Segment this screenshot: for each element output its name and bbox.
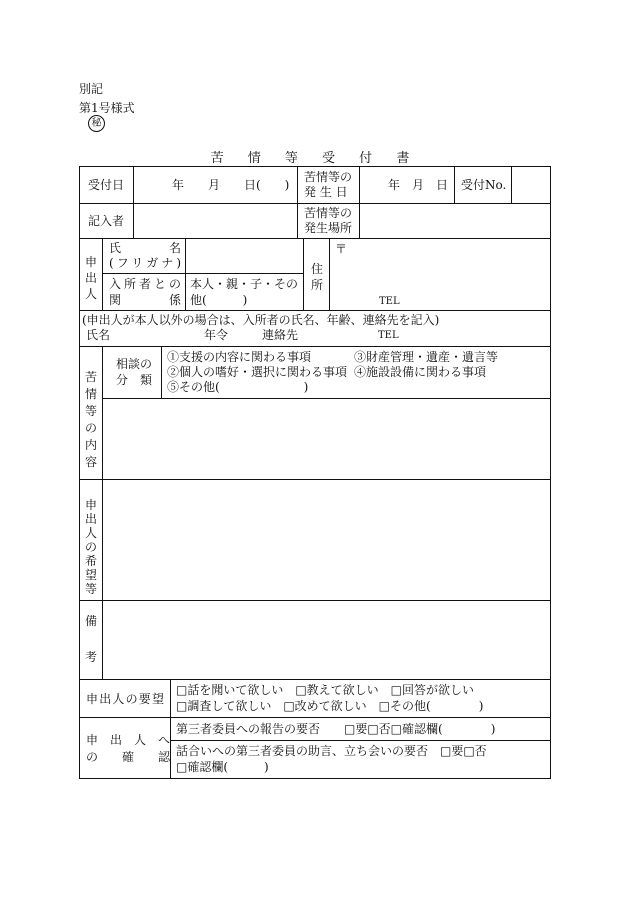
occurrence-date-value: 年 月 日: [388, 178, 449, 192]
complaint-section-label: 苦情等の内容: [84, 370, 97, 469]
relation-label-2: 関 係: [109, 293, 181, 307]
relation-value-cell[interactable]: [185, 273, 304, 311]
confirmation-report-cell[interactable]: [170, 717, 551, 741]
postal-mark: 〒: [335, 242, 348, 256]
name-label-cell: [102, 238, 186, 274]
applicant-section-cell: [79, 238, 103, 311]
address-label-cell: [303, 238, 330, 311]
wishes-section-cell: [79, 479, 103, 601]
confirmation-label-1: 申 出 人 へ: [86, 733, 171, 747]
document-title: 苦 情 等 受 付 書: [210, 151, 420, 166]
secret-mark-icon: 秘: [88, 115, 105, 132]
received-date-value-cell[interactable]: [133, 166, 298, 204]
occurrence-date-label-1: 苦情等の: [304, 170, 353, 184]
received-date-value: 年 月 日( ): [172, 178, 290, 192]
place-label-1: 苦情等の: [304, 206, 353, 220]
reception-no-label: 受付No.: [461, 178, 507, 192]
other-name-label: 氏名: [86, 328, 111, 342]
confirmation-line1: 第三者委員への報告の要否 □要□否□確認欄( ): [176, 722, 496, 736]
address-label: 住所: [310, 262, 323, 292]
category-option-4: ④施設設備に関わる事項: [354, 365, 487, 379]
place-label-cell: [297, 203, 360, 239]
address-tel-label: TEL: [379, 296, 400, 307]
complaint-section-cell: [79, 346, 103, 480]
request-options-cell[interactable]: [170, 679, 551, 718]
category-options-cell[interactable]: [161, 346, 551, 399]
confirmation-line3: □確認欄( ): [176, 760, 269, 774]
relation-value-2: 他( ): [190, 293, 248, 307]
applicant-section-label: 申出人: [84, 255, 97, 301]
remarks-section-cell: [79, 600, 103, 680]
other-person-cell[interactable]: [79, 310, 551, 347]
received-date-label: 受付日: [88, 178, 125, 192]
category-label-cell: [102, 346, 162, 399]
request-label-cell: [79, 679, 171, 718]
received-date-label-cell: [79, 166, 134, 204]
place-label-2: 発生場所: [304, 221, 353, 235]
complaint-content-area[interactable]: [102, 398, 551, 480]
request-label: 申出人の要望: [86, 692, 164, 706]
recorder-value-cell[interactable]: [133, 203, 298, 239]
occurrence-date-label-cell: [297, 166, 360, 204]
reception-no-value-cell[interactable]: [511, 166, 551, 204]
category-label-1: 相談の: [116, 357, 153, 371]
relation-label-cell: [102, 273, 186, 311]
category-option-2: ②個人の嗜好・選択に関わる事項: [167, 365, 348, 379]
place-value-cell[interactable]: [359, 203, 551, 239]
recorder-label: 記入者: [88, 214, 125, 228]
furigana-label: (フリガナ): [109, 256, 181, 270]
occurrence-date-value-cell[interactable]: [359, 166, 455, 204]
confirmation-label-cell: [79, 717, 171, 779]
other-tel-label: TEL: [378, 330, 399, 341]
recorder-label-cell: [79, 203, 134, 239]
remarks-content-area[interactable]: [102, 600, 551, 680]
other-contact-label: 連絡先: [262, 328, 299, 342]
wishes-section-label: 申出人の希望等: [84, 498, 97, 596]
name-value-cell[interactable]: [185, 238, 304, 274]
confirmation-label-2: の 確 認: [86, 750, 171, 764]
confirmation-line2: 話合いへの第三者委員の助言、立ち会いの要否 □要□否: [176, 744, 487, 758]
category-option-5: ⑤その他( ): [167, 380, 309, 394]
request-options-line1: □話を聞いて欲しい □教えて欲しい □回答が欲しい: [176, 683, 475, 697]
annex-label: 別記: [79, 82, 104, 96]
remarks-label-1: 備: [85, 614, 98, 628]
reception-no-label-cell: [454, 166, 512, 204]
request-options-line2: □調査して欲しい □改めて欲しい □その他( ): [176, 699, 484, 713]
category-option-1: ①支援の内容に関わる事項: [167, 350, 312, 364]
category-option-3: ③財産管理・遺産・遺言等: [354, 350, 499, 364]
name-label: 氏 名: [109, 241, 181, 255]
relation-label-1: 入所者との: [109, 277, 181, 291]
other-person-note: (申出人が本人以外の場合は、入所者の氏名、年齢、連絡先を記入): [82, 313, 440, 327]
wishes-content-area[interactable]: [102, 479, 551, 601]
address-value-cell[interactable]: [329, 238, 551, 311]
category-label-2: 分 類: [116, 373, 153, 387]
remarks-label-2: 考: [85, 650, 98, 664]
form-number: 第1号様式: [79, 101, 135, 115]
relation-value-1: 本人・親・子・その: [190, 277, 299, 291]
occurrence-date-label-2: 発 生 日: [304, 185, 348, 199]
confirmation-advice-cell[interactable]: [170, 740, 551, 779]
other-age-label: 年令: [204, 328, 229, 342]
